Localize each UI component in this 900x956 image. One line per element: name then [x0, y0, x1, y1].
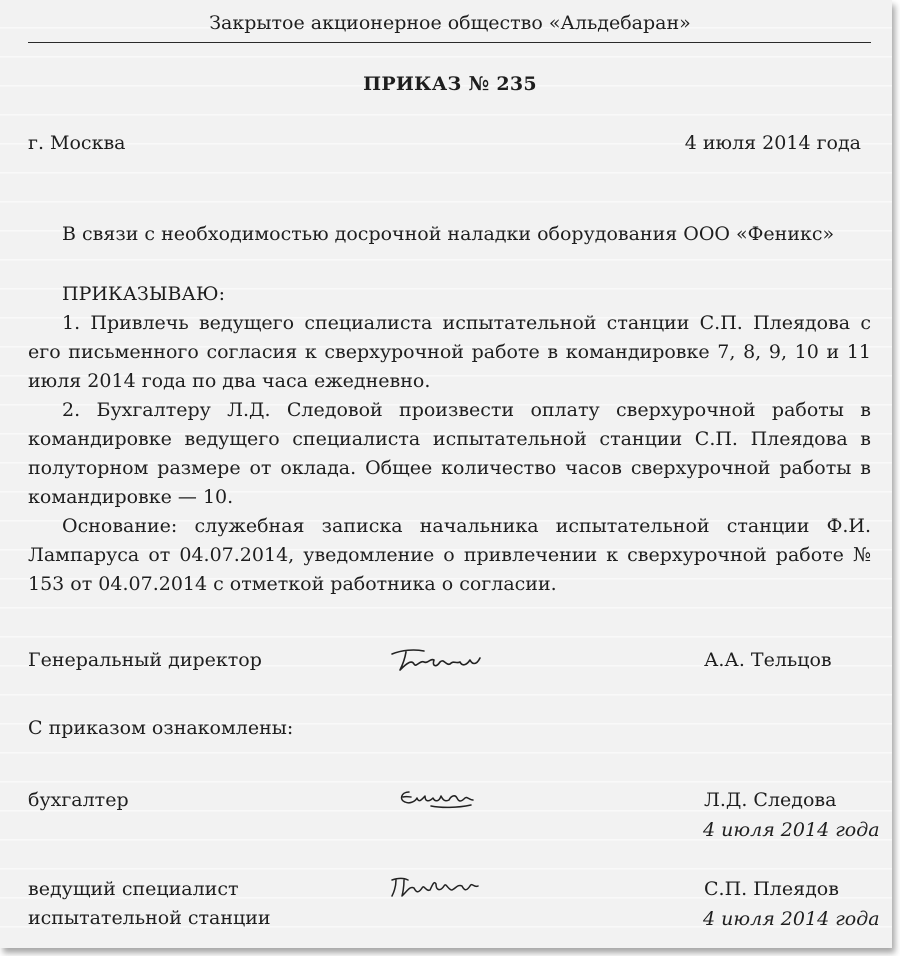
header-divider	[28, 42, 871, 43]
specialist-position-line2: испытательной станции	[28, 907, 271, 929]
director-signature	[388, 644, 498, 678]
order-heading: ПРИКАЗЫВАЮ:	[62, 283, 225, 305]
order-item-2: 2. Бухгалтеру Л.Д. Следовой произвести оплату сверхурочной работы в командировке ведущего специалиста испытательной станции С.П. Плеядова в полуторном размере от оклада. Общее количество часов сверхурочной работы в командировке — 10.	[28, 399, 871, 508]
order-date: 4 июля 2014 года	[684, 132, 861, 154]
accountant-position: бухгалтер	[28, 789, 129, 811]
specialist-name: С.П. Плеядов	[704, 878, 839, 900]
organization-name: Закрытое акционерное общество «Альдебаран»	[209, 12, 691, 34]
order-place: г. Москва	[28, 132, 126, 154]
director-name: А.А. Тельцов	[704, 649, 832, 671]
acquainted-heading: С приказом ознакомлены:	[28, 717, 294, 739]
order-title: ПРИКАЗ № 235	[363, 73, 537, 95]
order-body	[28, 280, 871, 599]
specialist-position-line1: ведущий специалист	[28, 878, 239, 900]
specialist-signature	[386, 872, 486, 902]
accountant-name: Л.Д. Следова	[704, 789, 837, 811]
accountant-date: 4 июля 2014 года	[703, 819, 880, 841]
order-basis: Основание: служебная записка начальника испытательной станции Ф.И. Лампаруса от 04.07.2014, уведомление о привлечении к сверхурочной работе № 153 от 04.07.2014 с отметкой работника о согласии.	[28, 515, 871, 595]
accountant-signature	[395, 784, 485, 812]
specialist-date: 4 июля 2014 года	[703, 908, 880, 930]
director-position: Генеральный директор	[28, 649, 262, 671]
order-reason: В связи с необходимостью досрочной наладки оборудования ООО «Феникс»	[62, 223, 835, 245]
order-item-1: 1. Привлечь ведущего специалиста испытательной станции С.П. Плеядова с его письменного согласия к сверхурочной работе в командировке 7, 8, 9, 10 и 11 июля 2014 года по два часа ежедневно.	[28, 312, 871, 392]
